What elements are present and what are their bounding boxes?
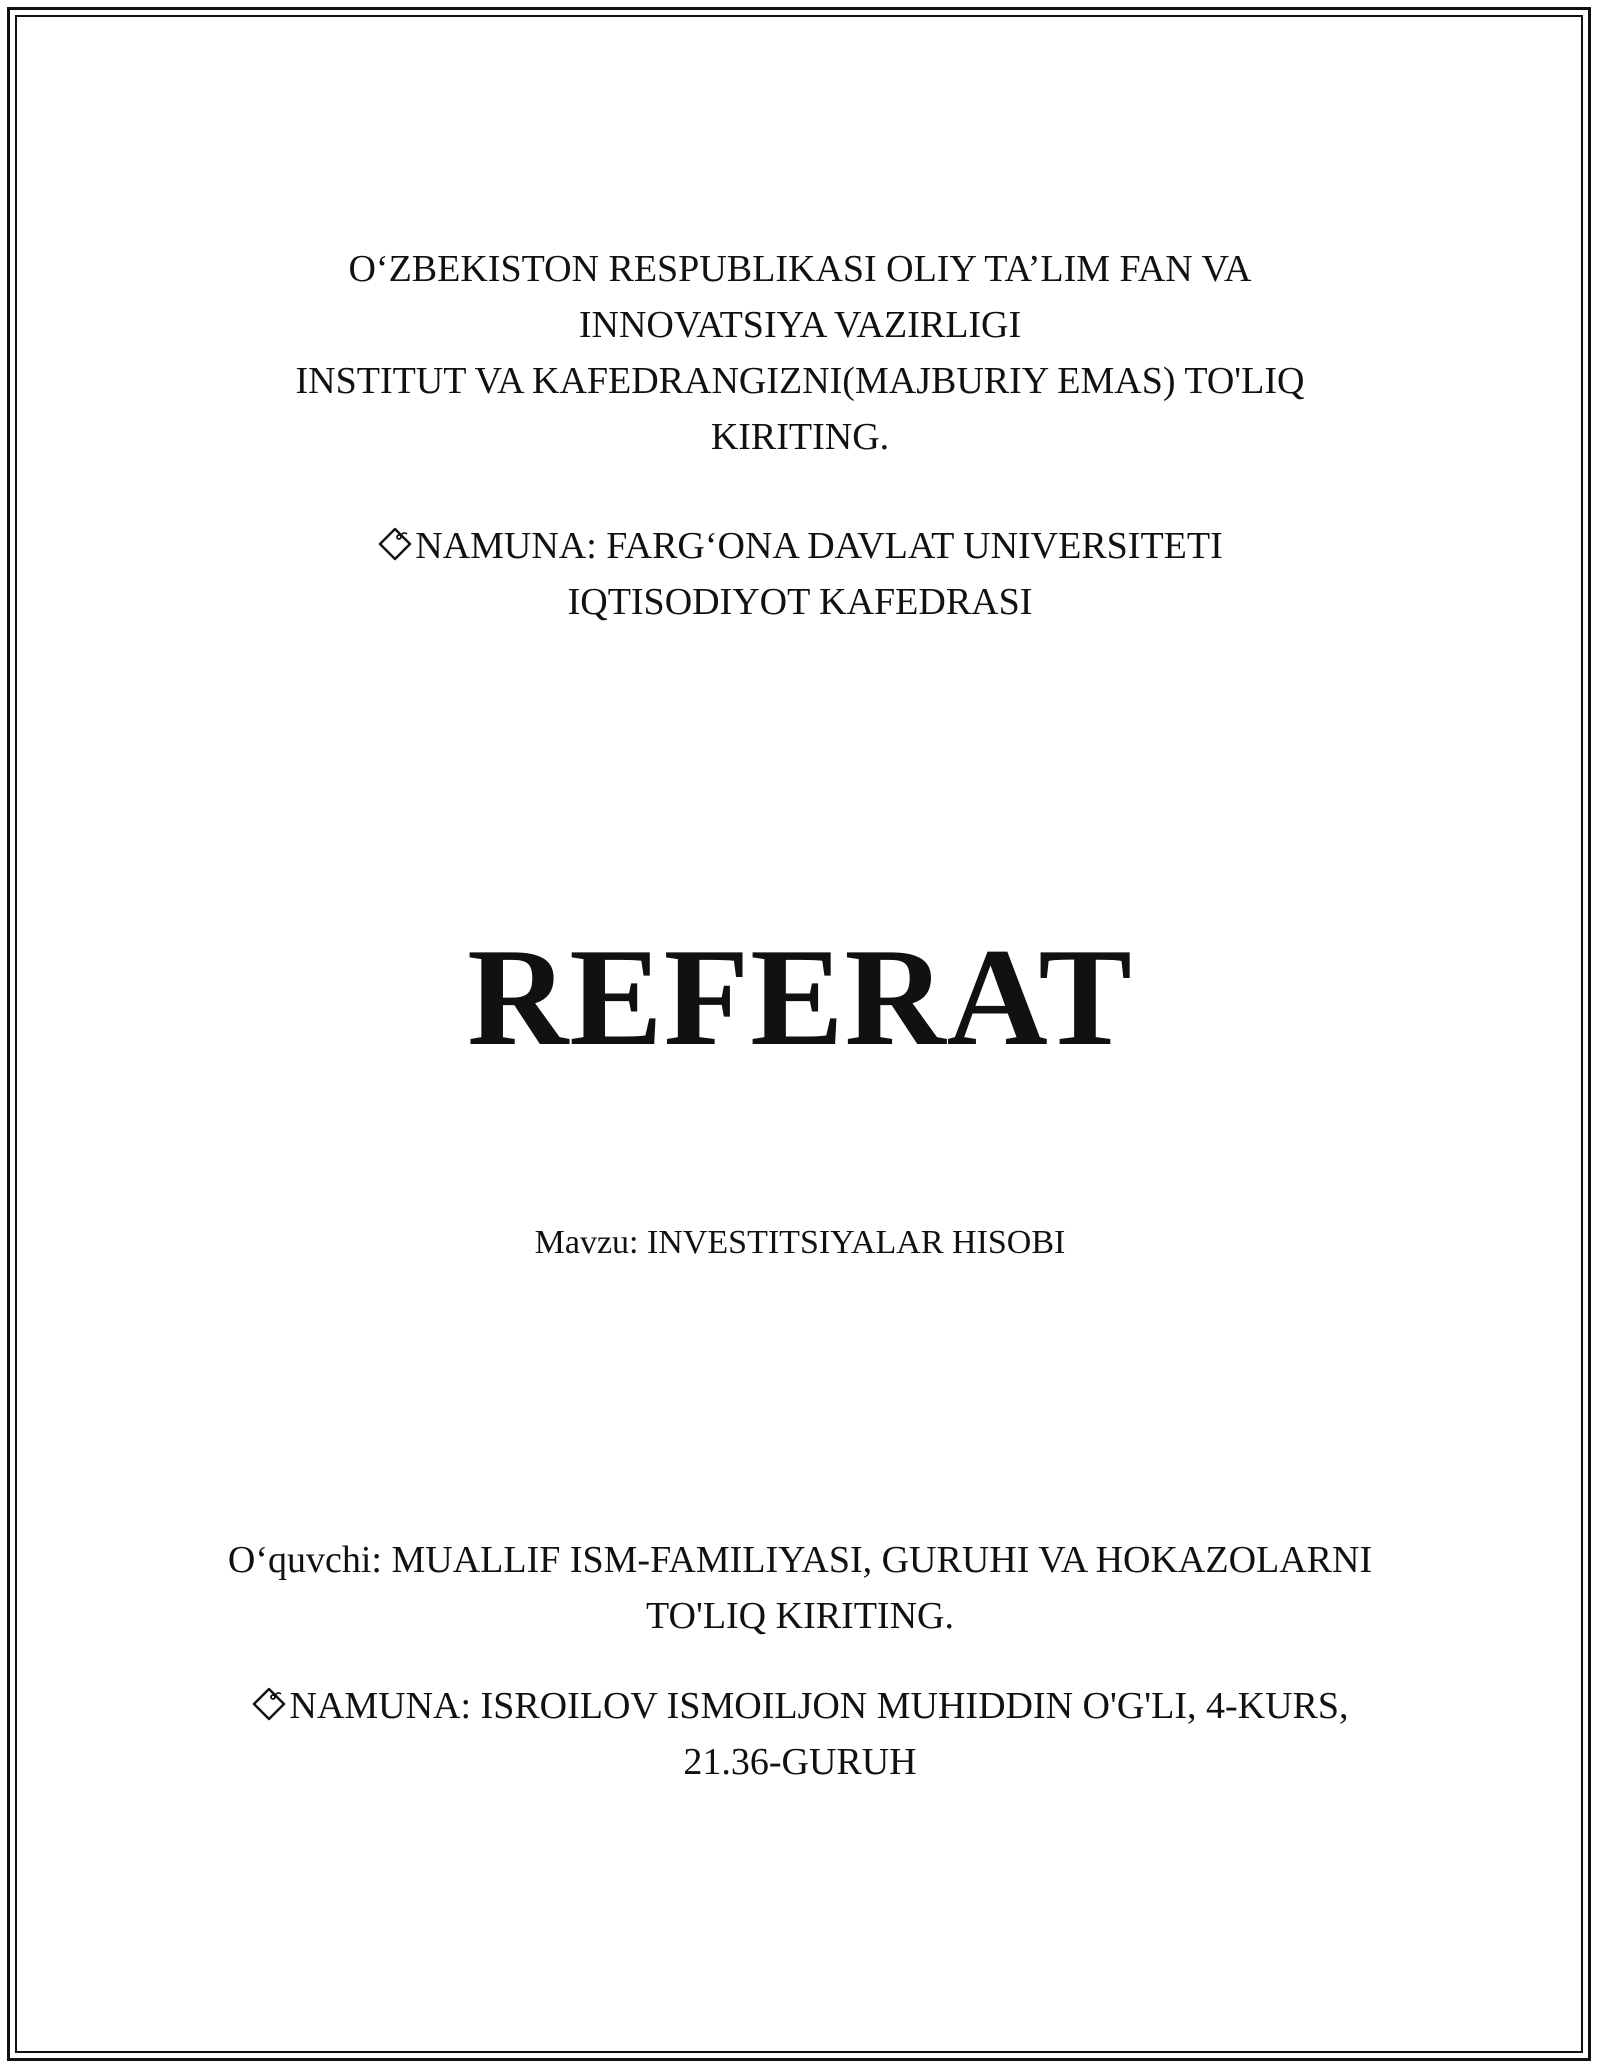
tag-icon bbox=[377, 526, 413, 562]
header-line-1: O‘ZBEKISTON RESPUBLIKASI OLIY TA’LIM FAN VA bbox=[348, 248, 1252, 290]
topic-text: Mavzu: INVESTITSIYALAR HISOBI bbox=[534, 1224, 1066, 1261]
student-sample-text-1: NAMUNA: ISROILOV ISMOILJON MUHIDDIN O'G'LI, 4-KURS, bbox=[289, 1685, 1349, 1727]
institution-sample-line-1 bbox=[0, 518, 1600, 574]
topic bbox=[0, 1217, 1600, 1269]
institution-sample-text-1: NAMUNA: FARG‘ONA DAVLAT UNIVERSITETI bbox=[415, 525, 1223, 567]
document-title: REFERAT bbox=[467, 920, 1133, 1075]
student-line-1: O‘quvchi: MUALLIF ISM-FAMILIYASI, GURUHI VA HOKAZOLARNI bbox=[227, 1539, 1373, 1581]
student-sample bbox=[0, 1678, 1600, 1790]
student-sample-line-2: 21.36-GURUH bbox=[683, 1741, 917, 1783]
student-line-2: TO'LIQ KIRITING. bbox=[646, 1595, 954, 1637]
header-line-2: INNOVATSIYA VAZIRLIGI bbox=[578, 304, 1022, 346]
ministry-header bbox=[0, 241, 1600, 465]
tag-icon bbox=[251, 1686, 287, 1722]
student-info bbox=[0, 1532, 1600, 1644]
student-sample-line-1 bbox=[0, 1678, 1600, 1734]
header-line-3: INSTITUT VA KAFEDRANGIZNI(MAJBURIY EMAS) TO'LIQ bbox=[295, 360, 1305, 402]
institution-sample-line-2: IQTISODIYOT KAFEDRASI bbox=[567, 581, 1033, 623]
institution-sample bbox=[0, 518, 1600, 630]
header-line-4: KIRITING. bbox=[710, 416, 890, 458]
